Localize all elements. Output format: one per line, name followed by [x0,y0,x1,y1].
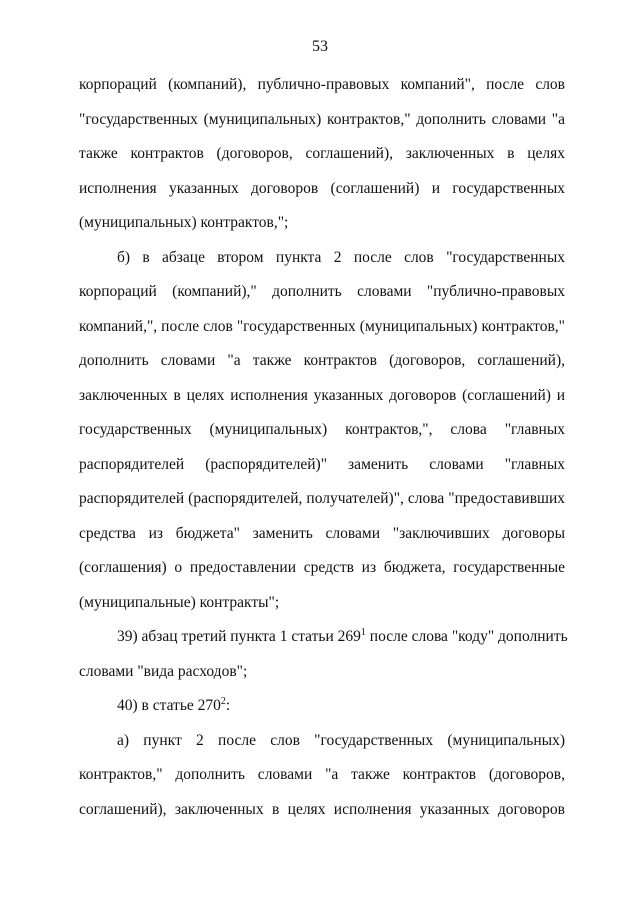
text-line [79,620,568,655]
text-line [79,689,565,724]
text-line: компаний,", после слов "государственных (муниципальных) контрактов," [79,317,565,335]
text-line: а) пункт 2 после слов "государственных (муниципальных) [117,731,565,749]
text-segment: 40) в статье 270 [117,697,221,714]
text-line: соглашений), заключенных в целях исполнения указанных договоров [79,800,565,818]
text-line: контрактов," дополнить словами "а также контрактов (договоров, [79,766,565,783]
text-segment: после слова "коду" дополнить [365,628,568,645]
text-line: (соглашения) о предоставлении средств из бюджета, государственные [79,559,565,576]
superscript: 2 [220,696,226,707]
text-segment: 39) абзац третий пункта 1 статьи 269 [117,628,361,645]
text-line: б) в абзаце втором пункта 2 после слов "государственных [117,248,565,266]
text-line: распорядителей (распорядителей)" заменить словами "главных [79,455,565,473]
page-number: 53 [312,38,328,55]
text-line: словами "вида расходов"; [79,662,248,680]
text-line: средства из бюджета" заменить словами "заключивших договоры [79,524,565,542]
document-body [79,68,568,827]
text-line: корпораций (компаний)," дополнить словами "публично-правовых [79,283,565,300]
text-line: исполнения указанных договоров (соглашений) и государственных [79,179,565,197]
text-line: государственных (муниципальных) контрактов,", слова "главных [79,421,565,438]
text-line: распорядителей (распорядителей, получателей)", слова "предоставивших [79,490,565,507]
text-line: (муниципальные) контракты"; [79,593,280,611]
text-line: также контрактов (договоров, соглашений), заключенных в целях [79,145,565,162]
text-line: корпораций (компаний), публично-правовых компаний", после слов [79,76,565,93]
text-line: (муниципальных) контрактов,"; [79,214,289,231]
text-line: "государственных (муниципальных) контрактов," дополнить словами "а [79,110,565,128]
text-segment: : [225,697,231,714]
superscript: 1 [360,627,366,638]
text-line: дополнить словами "а также контрактов (договоров, соглашений), [79,352,565,369]
text-line: заключенных в целях исполнения указанных договоров (соглашений) и [79,386,565,404]
